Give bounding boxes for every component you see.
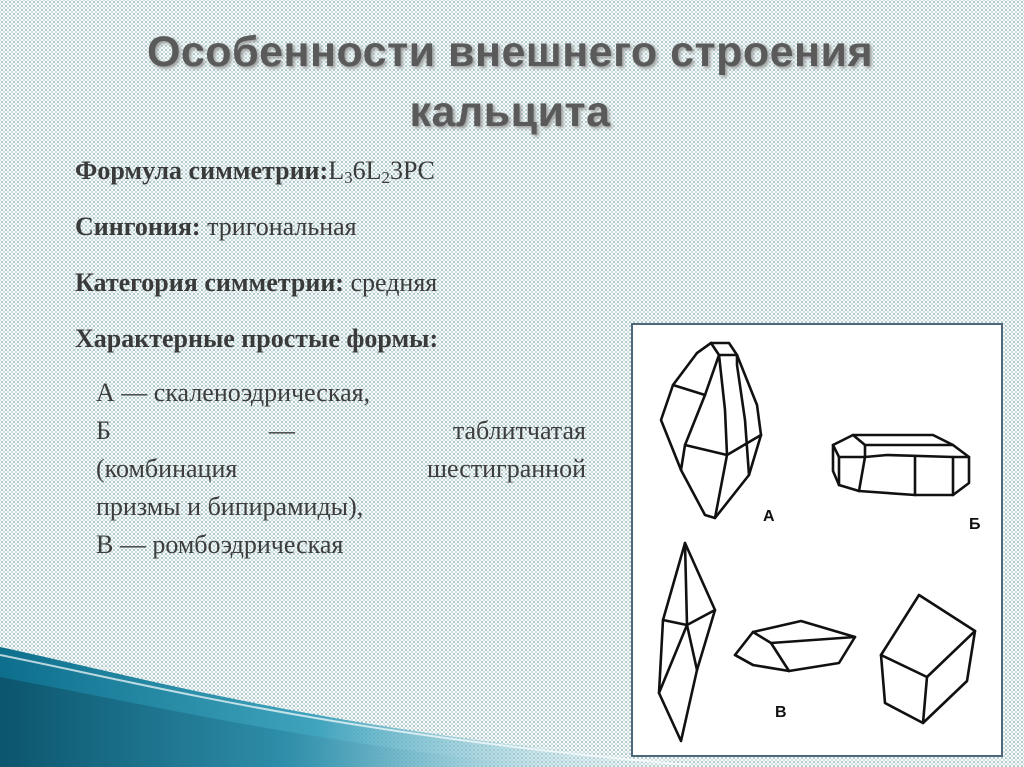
symmetry-formula-value [328,156,435,185]
slide-title [60,22,960,142]
formula-part: 6L [352,156,382,185]
figure-label-v: В [775,704,787,721]
formula-part: 3PC [389,156,435,185]
symmetry-category-label: Категория симметрии: [75,268,344,297]
form-b-text-line1 [96,412,586,450]
simple-forms-row [75,311,635,367]
simple-forms-label: Характерные простые формы: [75,324,439,353]
crystal-forms-figure [631,323,1003,757]
text-word: Б [96,416,111,445]
form-a-text: А — скаленоэдрическая, [96,378,371,407]
rhombohedron-crystal-drawing-1 [659,543,715,741]
symmetry-formula-row [75,143,635,199]
text-word: таблитчатая [452,416,586,445]
symmetry-formula-label: Формула симметрии: [75,156,329,185]
formula-subscript: 3 [344,168,353,187]
form-b-text-line3: призмы и бипирамиды), [96,492,364,521]
tabular-crystal-drawing [833,435,969,495]
syngony-value: тригональная [200,212,357,241]
syngony-row [75,199,635,255]
slide-title-line2: кальцита [409,88,611,136]
text-word: — [268,416,295,445]
formula-part: L [328,156,345,185]
mineral-properties [75,143,635,367]
syngony-label: Сингония: [75,212,201,241]
scalenohedron-crystal-drawing [661,343,761,518]
text-word: шестигранной [427,454,586,483]
symmetry-category-row [75,255,635,311]
rhombohedron-crystal-drawing-3 [881,595,975,723]
figure-label-b: Б [969,516,981,533]
crystal-drawings [633,325,1001,755]
formula-subscript: 2 [381,168,390,187]
form-v-text: В — ромбоэдрическая [96,530,344,559]
slide-title-line1: Особенности внешнего строения [146,28,874,76]
corner-wave-decoration [0,637,700,767]
simple-forms-list [96,374,586,564]
text-word: (комбинация [96,454,238,483]
form-b-text-line2 [96,450,586,488]
figure-label-a: А [763,508,775,525]
symmetry-category-value: средняя [343,268,438,297]
rhombohedron-crystal-drawing-2 [735,621,855,671]
